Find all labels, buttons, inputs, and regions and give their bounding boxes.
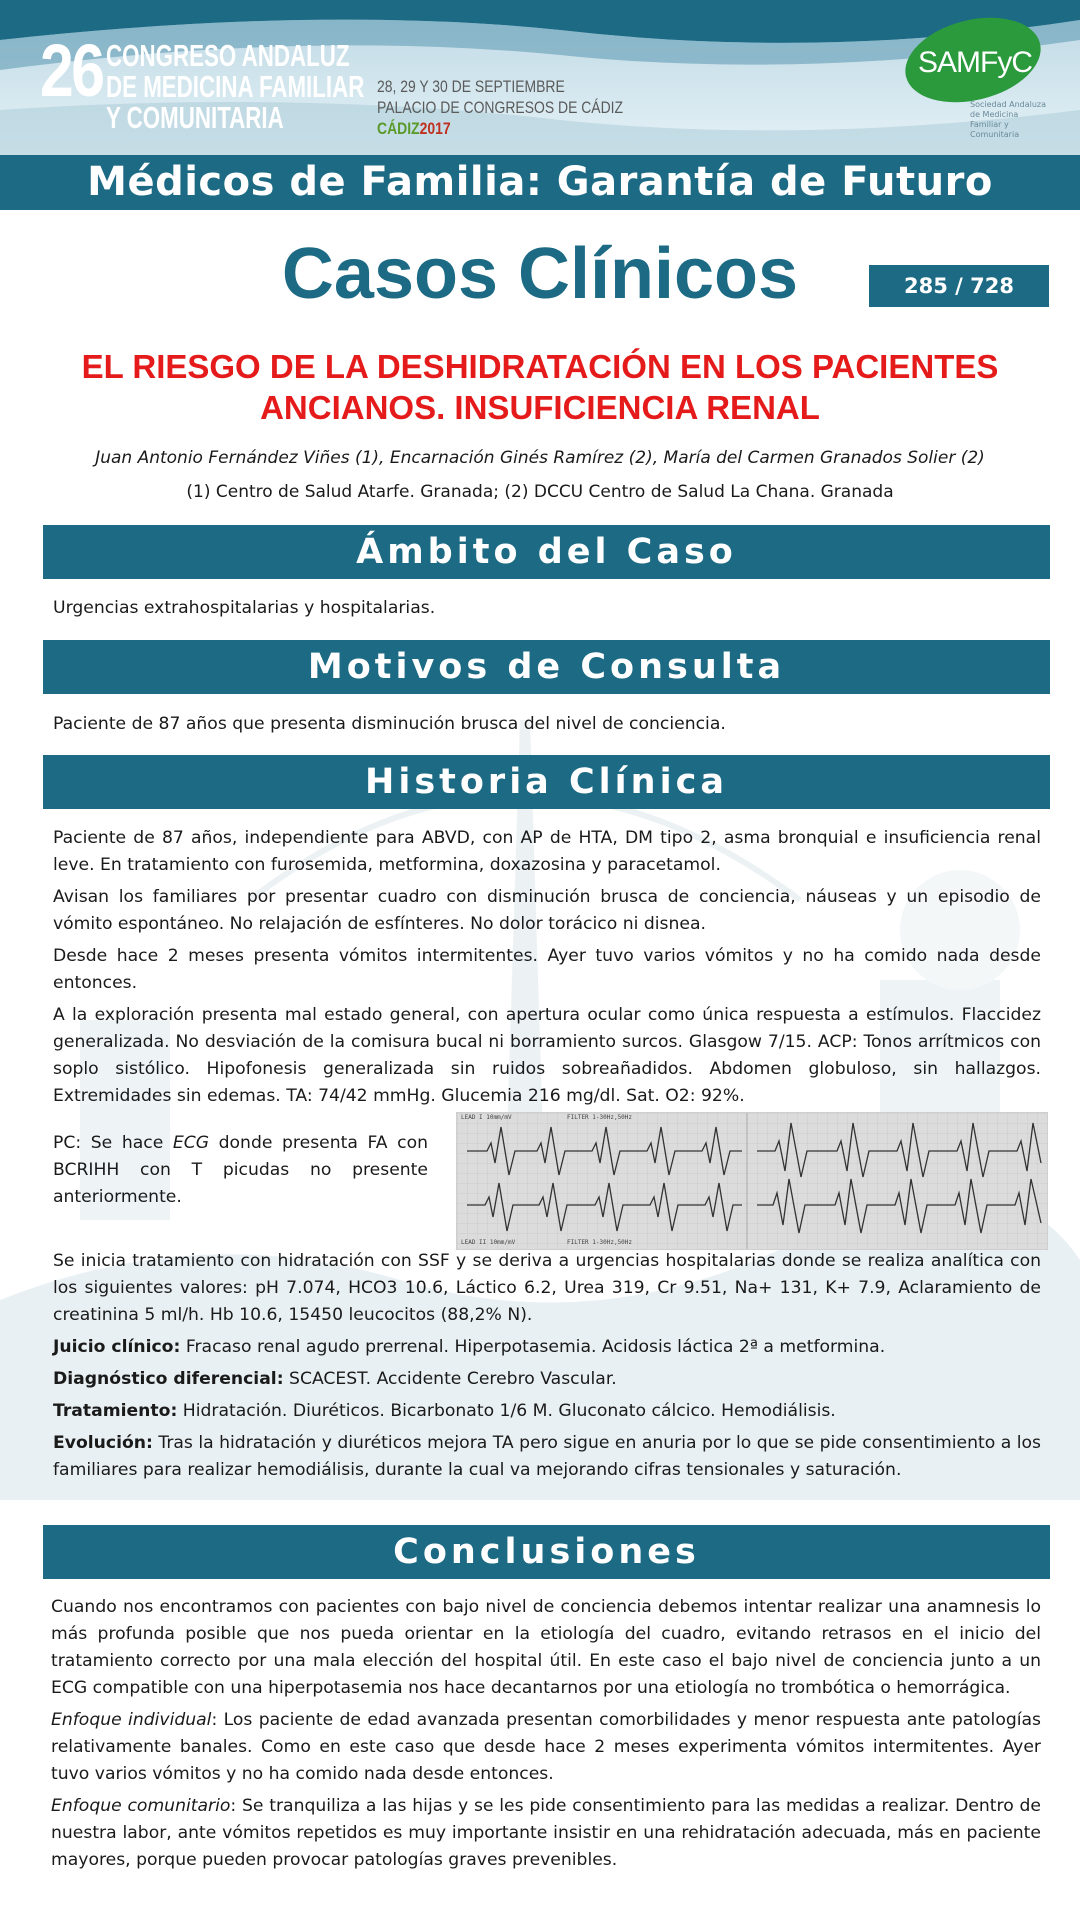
congress-number: 26: [40, 29, 103, 112]
juicio-clinico: [53, 1334, 1041, 1361]
section-historia-text-2: [53, 1248, 1041, 1489]
diagnostico-diferencial: [53, 1366, 1041, 1393]
historia-paragraph-2: Avisan los familiares por presentar cuadro con disminución brusca de conciencia, náuseas y un episodio de vómito espontáneo. No relajación de esfínteres. No dolor torácico ni disnea.: [53, 887, 1041, 934]
case-title-line-1: EL RIESGO DE LA DESHIDRATACIÓN EN LOS PACIENTES: [81, 348, 999, 385]
samfyc-logo: [904, 20, 1047, 140]
congress-line-2: DE MEDICINA FAMILIAR: [106, 69, 365, 104]
trat-text: Hidratación. Diuréticos. Bicarbonato 1/6 M. Gluconato cálcico. Hemodiálisis.: [177, 1401, 836, 1421]
evol-label: Evolución:: [53, 1433, 153, 1453]
section-heading-motivos: Motivos de Consulta: [43, 640, 1050, 694]
ecg-trace: [457, 1113, 1047, 1249]
page-number-badge: 285 / 728: [869, 265, 1049, 307]
pc-ecg-paragraph: [53, 1130, 428, 1211]
tagline: Médicos de Familia: Garantía de Futuro: [87, 159, 993, 205]
comunitario-label: Enfoque comunitario: [51, 1796, 231, 1816]
congress-line-1: CONGRESO ANDALUZ: [106, 38, 350, 73]
case-title-line-2: ANCIANOS. INSUFICIENCIA RENAL: [260, 389, 820, 426]
ecg-image: [456, 1112, 1048, 1250]
section-conclusiones-text: [51, 1594, 1041, 1879]
case-title: [40, 346, 1040, 428]
historia-paragraph-3: Desde hace 2 meses presenta vómitos intermitentes. Ayer tuvo varios vómitos y no ha comido nada desde entonces.: [53, 946, 1041, 993]
authors: Juan Antonio Fernández Viñes (1), Encarnación Ginés Ramírez (2), María del Carmen Granados Solier (2): [95, 448, 985, 468]
pc-prefix: PC: Se hace: [53, 1133, 173, 1153]
event-city: CÁDIZ: [377, 119, 420, 138]
affiliations: (1) Centro de Salud Atarfe. Granada; (2) DCCU Centro de Salud La Chana. Granada: [186, 482, 894, 502]
enfoque-individual: [51, 1707, 1041, 1788]
event-year: 2017: [419, 119, 451, 138]
comunitario-text: : Se tranquiliza a las hijas y se les pide consentimiento para las medidas a realizar. Dentro de nuestra labor, ante vómitos repetidos es muy importante insistir en una rehidratación adecuada, más en paciente mayores, porque pueden provocar patologías graves prevenibles.: [51, 1796, 1042, 1870]
section-historia-text: [53, 825, 1041, 1115]
section-motivos-text: [53, 711, 1041, 743]
event-city-year: [377, 118, 623, 139]
trat-label: Tratamiento:: [53, 1401, 178, 1421]
logo-subtext: Sociedad Andaluza de Medicina Familiar y Comunitaria: [970, 100, 1047, 139]
ecg-label-3: LEAD II 10mm/mV: [461, 1239, 516, 1246]
logo-text: SAMFyC: [918, 46, 1032, 79]
section-heading-historia: Historia Clínica: [43, 755, 1050, 809]
congress-name: [106, 40, 364, 133]
juicio-text: Fracaso renal agudo prerrenal. Hiperpotasemia. Acidosis láctica 2ª a metformina.: [180, 1337, 886, 1357]
congress-line-3: Y COMUNITARIA: [106, 100, 284, 135]
event-info: [377, 76, 623, 139]
individual-label: Enfoque individual: [51, 1710, 212, 1730]
tratamiento: [53, 1398, 1041, 1425]
historia-paragraph-4: A la exploración presenta mal estado general, con apertura ocular como única respuesta a estímulos. Flaccidez generalizada. No desviación de la comisura bucal ni borramiento surcos. Glasgow 7/15. ACP: Tonos arrítmicos con soplo sistólico. Hipofonesis generalizada sin ruidos sobreañadidos. Abdomen globuloso, sin hallazgos. Extremidades sin edemas. TA: 74/42 mmHg. Glucemia 216 mg/dl. Sat. O2: 92%.: [53, 1005, 1041, 1106]
ecg-label-1: LEAD I 10mm/mV: [461, 1114, 512, 1121]
historia-paragraph-5: Se inicia tratamiento con hidratación con SSF y se deriva a urgencias hospitalarias donde se realiza analítica con los siguientes valores: pH 7.074, HCO3 10.6, Láctico 6.2, Urea 319, Cr 9.51, Na+ 131, K+ 7.9, Aclaramiento de creatinina 5 ml/h. Hb 10.6, 15450 leucocitos (88,2% N).: [53, 1251, 1041, 1325]
enfoque-comunitario: [51, 1793, 1041, 1874]
event-dates: 28, 29 Y 30 DE SEPTIEMBRE: [377, 77, 565, 96]
pc-ecg-term: ECG: [172, 1133, 210, 1153]
section-ambito-text: [53, 595, 1041, 627]
diag-label: Diagnóstico diferencial:: [53, 1369, 284, 1389]
section-heading-conclusiones: Conclusiones: [43, 1525, 1050, 1579]
evol-text: Tras la hidratación y diuréticos mejora TA pero sigue en anuria por lo que se pide consentimiento a los familiares para realizar hemodiálisis, durante la cual va mejorando cifras tensionales y saturación.: [53, 1433, 1041, 1480]
ecg-label-2: FILTER 1-30Hz,50Hz: [567, 1114, 633, 1121]
motivos-paragraph: Paciente de 87 años que presenta disminución brusca del nivel de conciencia.: [53, 714, 726, 734]
pc-rest: donde presenta FA con BCRIHH con T picudas no presente anteriormente.: [53, 1133, 428, 1207]
juicio-label: Juicio clínico:: [53, 1337, 181, 1357]
evolucion: [53, 1430, 1041, 1484]
document-type-title: Casos Clínicos: [281, 234, 799, 314]
ambito-paragraph: Urgencias extrahospitalarias y hospitalarias.: [53, 598, 436, 618]
individual-text: : Los paciente de edad avanzada presentan comorbilidades y menor respuesta ante patologías relativamente banales. Como en este caso que desde hace 2 meses experimenta vómitos intermitentes. Ayer tuvo varios vómitos y no ha comido nada desde entonces.: [51, 1710, 1042, 1784]
ecg-label-4: FILTER 1-30Hz,50Hz: [567, 1239, 633, 1246]
section-heading-ambito: Ámbito del Caso: [43, 525, 1050, 579]
tagline-bar: [0, 155, 1080, 210]
diag-text: SCACEST. Accidente Cerebro Vascular.: [283, 1369, 617, 1389]
conclusiones-paragraph-1: Cuando nos encontramos con pacientes con bajo nivel de conciencia debemos intentar realizar una anamnesis lo más profunda posible que nos pueda orientar en la etiología del cuadro, evitando retrasos en el inicio del tratamiento correcto por una mala elección del hospital útil. En este caso el bajo nivel de conciencia junto a un ECG compatible con una hiperpotasemia nos hace decantarnos por una etiología no trombótica o hemorrágica.: [51, 1597, 1041, 1698]
historia-paragraph-1: Paciente de 87 años, independiente para ABVD, con AP de HTA, DM tipo 2, asma bronquial e insuficiencia renal leve. En tratamiento con furosemida, metformina, doxazosina y paracetamol.: [53, 828, 1041, 875]
event-venue: PALACIO DE CONGRESOS DE CÁDIZ: [377, 98, 624, 117]
congress-header: [0, 0, 1080, 158]
